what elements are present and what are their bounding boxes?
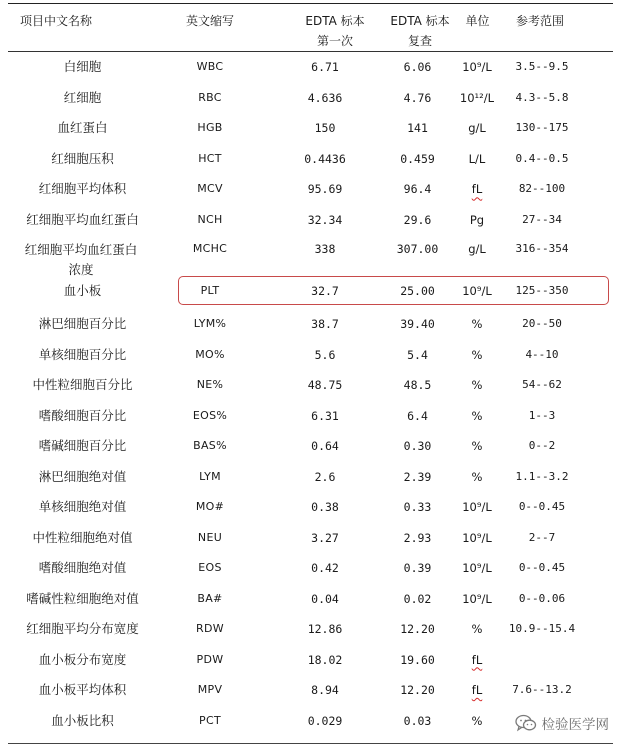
item-name: 单核细胞百分比 <box>38 346 127 362</box>
first-value: 150 <box>314 121 336 136</box>
unit: g/L <box>468 242 486 256</box>
unit: 10⁹/L <box>462 60 492 74</box>
first-value: 8.94 <box>311 683 339 697</box>
header-name: 项目中文名称 <box>20 14 93 28</box>
second-value: 0.30 <box>403 439 432 453</box>
second-value: 12.20 <box>400 622 435 636</box>
item-abbr: LYM <box>199 469 221 483</box>
header-second-test: EDTA 标本 复查 <box>390 14 450 48</box>
second-value: 0.03 <box>403 713 432 728</box>
unit: % <box>471 347 483 362</box>
first-value: 3.27 <box>311 530 339 545</box>
second-value: 141 <box>407 121 428 136</box>
item-name: 淋巴细胞绝对值 <box>38 468 127 484</box>
ref-range: 2--7 <box>528 530 556 544</box>
first-value: 0.64 <box>311 439 339 453</box>
second-value: 25.00 <box>400 284 435 298</box>
item-abbr: EOS <box>198 561 222 574</box>
second-value: 48.5 <box>403 378 432 392</box>
ref-range: 0--0.45 <box>518 561 566 574</box>
item-name: 嗜碱性粒细胞绝对值 <box>26 590 139 606</box>
table-row-plt <box>0 282 621 313</box>
table-row <box>0 58 621 89</box>
ref-range: 1--3 <box>528 408 556 422</box>
second-value: 0.39 <box>403 561 432 575</box>
table-row <box>0 150 621 181</box>
ref-range: 4.3--5.8 <box>515 90 569 104</box>
first-value: 4.636 <box>307 90 343 105</box>
item-abbr: MCV <box>197 182 223 196</box>
item-abbr: NE% <box>196 378 224 391</box>
table-row <box>0 240 621 280</box>
unit: % <box>471 622 483 636</box>
item-name: 血小板平均体积 <box>38 682 127 697</box>
unit: 10⁹/L <box>462 530 492 545</box>
item-name: 红细胞平均分布宽度 <box>26 621 139 636</box>
first-value: 32.34 <box>307 213 343 227</box>
item-abbr: RDW <box>196 622 224 635</box>
item-abbr: MPV <box>197 683 223 696</box>
first-value: 32.7 <box>311 284 339 298</box>
item-abbr: LYM% <box>193 317 227 330</box>
ref-range: 130--175 <box>515 121 569 135</box>
table-row <box>0 180 621 211</box>
item-abbr: RBC <box>198 90 222 104</box>
item-abbr: PLT <box>200 284 220 297</box>
unit: % <box>471 378 483 392</box>
table-row <box>0 498 621 529</box>
item-abbr: NCH <box>197 213 223 226</box>
item-name: 血小板 <box>63 283 102 298</box>
second-value: 2.93 <box>403 530 432 545</box>
ref-range: 0--0.06 <box>518 591 566 605</box>
unit: % <box>471 469 483 484</box>
ref-range: 82--100 <box>518 182 566 196</box>
unit: % <box>471 439 483 453</box>
unit: Pg <box>469 213 485 227</box>
item-name: 嗜酸细胞绝对值 <box>38 560 127 575</box>
second-value: 29.6 <box>403 213 432 227</box>
second-value: 19.60 <box>400 652 435 667</box>
watermark <box>513 713 612 733</box>
second-value: 6.4 <box>407 408 428 423</box>
unit: 10⁹/L <box>462 591 492 606</box>
item-name: 红细胞压积 <box>51 150 114 166</box>
table-row <box>0 119 621 150</box>
header-abbr: 英文缩写 <box>185 14 234 28</box>
second-value: 12.20 <box>400 683 435 697</box>
first-value: 0.38 <box>311 500 339 514</box>
unit: % <box>471 713 483 728</box>
table-row <box>0 376 621 407</box>
table-row <box>0 346 621 377</box>
item-name: 红细胞平均血红蛋白 <box>26 212 139 227</box>
ref-range: 0.4--0.5 <box>515 151 569 165</box>
first-value: 5.6 <box>314 347 336 362</box>
ref-range: 27--34 <box>522 213 562 226</box>
table-row <box>0 651 621 682</box>
second-value: 4.76 <box>403 90 432 105</box>
table-row <box>0 620 621 651</box>
table-row <box>0 529 621 560</box>
item-abbr: PDW <box>196 652 224 666</box>
wechat-icon <box>515 714 537 732</box>
second-value: 2.39 <box>403 469 432 484</box>
unit: % <box>471 317 483 331</box>
first-value: 6.71 <box>311 60 339 74</box>
item-name: 血小板分布宽度 <box>38 651 127 667</box>
first-value: 0.029 <box>307 713 343 728</box>
item-abbr: HGB <box>197 121 223 135</box>
unit: fL <box>471 652 483 667</box>
ref-range: 1.1--3.2 <box>515 469 569 483</box>
first-value: 0.42 <box>311 561 339 575</box>
table-header-rule <box>8 51 613 52</box>
second-value: 96.4 <box>403 182 432 197</box>
item-name: 红细胞平均血红蛋白浓度 <box>24 242 138 277</box>
second-value: 5.4 <box>407 347 428 362</box>
ref-range: 10.9--15.4 <box>508 622 576 635</box>
item-name: 红细胞 <box>63 89 102 105</box>
ref-range: 3.5--9.5 <box>515 60 569 73</box>
unit: 10¹²/L <box>459 90 495 105</box>
second-value: 307.00 <box>396 242 439 256</box>
header-unit: 单位 <box>465 14 490 28</box>
second-value: 0.33 <box>403 500 432 514</box>
unit: g/L <box>468 121 486 136</box>
item-abbr: EOS% <box>192 408 228 422</box>
table-row <box>0 681 621 712</box>
first-value: 6.31 <box>311 408 339 423</box>
first-value: 18.02 <box>307 652 343 667</box>
ref-range: 4--10 <box>525 347 559 361</box>
ref-range: 20--50 <box>522 317 562 330</box>
unit: fL <box>471 683 483 697</box>
first-value: 338 <box>314 242 336 256</box>
ref-range: 125--350 <box>515 284 569 297</box>
second-value: 0.02 <box>403 591 432 606</box>
item-abbr: NEU <box>197 530 223 544</box>
table-row <box>0 590 621 621</box>
ref-range: 54--62 <box>522 378 562 391</box>
item-name: 淋巴细胞百分比 <box>38 316 127 331</box>
header-ref-range: 参考范围 <box>515 14 564 28</box>
first-value: 95.69 <box>307 182 343 197</box>
item-name: 单核细胞绝对值 <box>38 499 127 514</box>
item-name: 嗜酸细胞百分比 <box>38 407 127 423</box>
first-value: 38.7 <box>311 317 339 331</box>
item-abbr: BAS% <box>193 439 227 452</box>
second-value: 6.06 <box>403 60 432 74</box>
item-abbr: WBC <box>196 60 224 73</box>
item-name: 中性粒细胞百分比 <box>32 377 133 392</box>
ref-range: 0--2 <box>528 439 556 452</box>
item-name: 血红蛋白 <box>57 120 108 136</box>
item-abbr: MCHC <box>192 242 228 255</box>
item-name: 血小板比积 <box>51 712 114 728</box>
table-row <box>0 437 621 468</box>
item-abbr: MO# <box>195 500 225 513</box>
first-value: 12.86 <box>307 622 343 636</box>
item-abbr: PCT <box>199 713 221 727</box>
first-value: 0.4436 <box>304 151 346 166</box>
table-top-rule <box>8 3 613 4</box>
ref-range: 0--0.45 <box>518 500 566 513</box>
second-value: 0.459 <box>400 151 435 166</box>
table-row <box>0 89 621 120</box>
table-row <box>0 407 621 438</box>
ref-range: 316--354 <box>515 242 569 255</box>
table-row <box>0 559 621 590</box>
table-row <box>0 468 621 499</box>
unit: 10⁹/L <box>462 561 492 575</box>
unit: 10⁹/L <box>462 500 492 514</box>
item-name: 中性粒细胞绝对值 <box>32 529 133 545</box>
first-value: 2.6 <box>314 469 336 484</box>
unit: 10⁹/L <box>462 284 492 298</box>
unit: L/L <box>468 151 486 166</box>
table-row <box>0 315 621 346</box>
watermark-text: 检验医学网 <box>541 717 609 733</box>
ref-range: 7.6--13.2 <box>512 683 572 696</box>
table-row <box>0 211 621 242</box>
item-name: 红细胞平均体积 <box>38 181 127 197</box>
second-value: 39.40 <box>400 317 435 331</box>
header-first-test: EDTA 标本 第一次 <box>305 14 365 48</box>
item-abbr: BA# <box>197 591 223 605</box>
item-name: 白细胞 <box>63 59 102 74</box>
unit: % <box>471 408 483 423</box>
unit: fL <box>471 182 483 197</box>
first-value: 48.75 <box>307 378 343 392</box>
first-value: 0.04 <box>311 591 339 606</box>
item-abbr: HCT <box>198 151 222 165</box>
item-abbr: MO% <box>195 347 225 361</box>
table-bottom-rule <box>8 743 613 744</box>
item-name: 嗜碱细胞百分比 <box>38 438 127 453</box>
